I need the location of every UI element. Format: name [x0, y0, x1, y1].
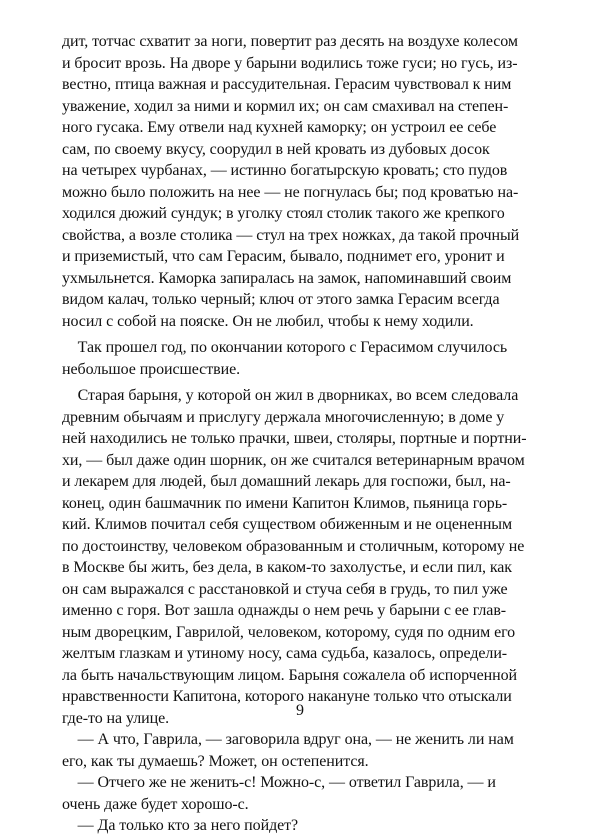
text-line: и приземистый, что сам Герасим, бывало, поднимет его, уронит и	[62, 248, 505, 265]
text-line: именно с горя. Вот зашла однажды о нем речь у барыни с ее глав-	[62, 602, 507, 619]
text-line: конец, один башмачник по имени Капитон Климов, пьяница горь-	[62, 494, 508, 512]
text-line: по достоинству, человеком образованным и столичным, которому не	[62, 537, 525, 555]
text-line: и лекарем для людей, был домашний лекарь для госпожи, был, на-	[62, 473, 511, 490]
text-line: ла быть начальствующим лицом. Барыня сожалела об испорченной	[62, 666, 517, 684]
text-line: Так прошел год, по окончании которого с Герасимом случилось	[62, 339, 508, 356]
text-line: свойства, а возле столика — стул на трех ножках, да такой прочный	[62, 226, 520, 244]
text-line: ного гусака. Ему отвели над кухней каморку; он устроил ее себе	[62, 119, 497, 136]
text-line: видом калач, только черный; ключ от этого замка Герасим всегда	[62, 291, 500, 308]
text-line: ухмыльнется. Каморка запиралась на замок, напоминавший своим	[62, 269, 512, 287]
page-number: 9	[296, 702, 304, 719]
text-line: желтым глазкам и утиному носу, сама судьба, казалось, определи-	[62, 645, 508, 662]
text-line: дит, тотчас схватит за ноги, повертит раз десять на воздухе колесом	[62, 33, 518, 50]
text-line: хи, — был даже один шорник, он же считался ветеринарным врачом	[62, 451, 525, 469]
paragraph-6	[62, 815, 538, 837]
text-line: сам, по своему вкусу, соорудил в ней кровать из дубовых досок	[62, 140, 490, 158]
text-line: — Да только кто за него пойдет?	[62, 817, 299, 834]
text-line: на четырех чурбанах, — истинно богатырскую кровать; сто пудов	[62, 162, 508, 179]
text-line: ным дворецким, Гаврилой, человеком, которому, судя по одним его	[62, 623, 516, 641]
text-line: он сам выражался с расстановкой и стуча себя в грудь, то пил уже	[62, 580, 508, 598]
text-line: вестно, птица важная и рассудительная. Герасим чувствовал к ним	[62, 76, 512, 93]
text-line: ходился дюжий сундук; в уголку стоял столик такого же крепкого	[62, 205, 505, 222]
text-line: носил с собой на пояске. Он не любил, чтобы к нему ходили.	[62, 312, 474, 330]
text-line: можно было положить на нее — не погнулась бы; под кроватью на-	[62, 183, 519, 201]
text-line: кий. Климов почитал себя существом обиженным и не оцененным	[62, 516, 513, 533]
text-line: — Отчего же не женить-с! Можно-с, — ответил Гаврила, — и	[62, 774, 496, 791]
text-line: в Москве бы жить, без дела, в каком-то захолустье, и если пил, как	[62, 559, 512, 576]
text-line: небольшое происшествие.	[62, 360, 241, 378]
paragraph-5	[62, 772, 538, 815]
paragraph-3	[62, 385, 538, 729]
paragraph-1	[62, 31, 538, 332]
text-line: и бросит врозь. На дворе у барыни водились тоже гуси; но гусь, из-	[62, 54, 518, 72]
text-line: очень даже будет хорошо-с.	[62, 795, 249, 813]
text-line: — А что, Гаврила, — заговорила вдруг она, — не женить ли нам	[62, 731, 514, 748]
paragraph-2	[62, 337, 538, 380]
paragraph-4	[62, 729, 538, 772]
text-line: нравственности Капитона, которого накануне только что отыскали	[62, 688, 512, 705]
text-line: ней находились не только прачки, швеи, столяры, портные и портни-	[62, 430, 527, 447]
text-line: где-то на улице.	[62, 709, 170, 727]
text-line: уважение, ходил за ними и кормил их; он сам смахивал на степен-	[62, 97, 509, 115]
text-line: его, как ты думаешь? Может, он остепенится.	[62, 752, 369, 770]
text-line: древним обычаям и прислугу держала многочисленную; в доме у	[62, 408, 505, 426]
text-line: Старая барыня, у которой он жил в дворниках, во всем следовала	[62, 387, 519, 404]
